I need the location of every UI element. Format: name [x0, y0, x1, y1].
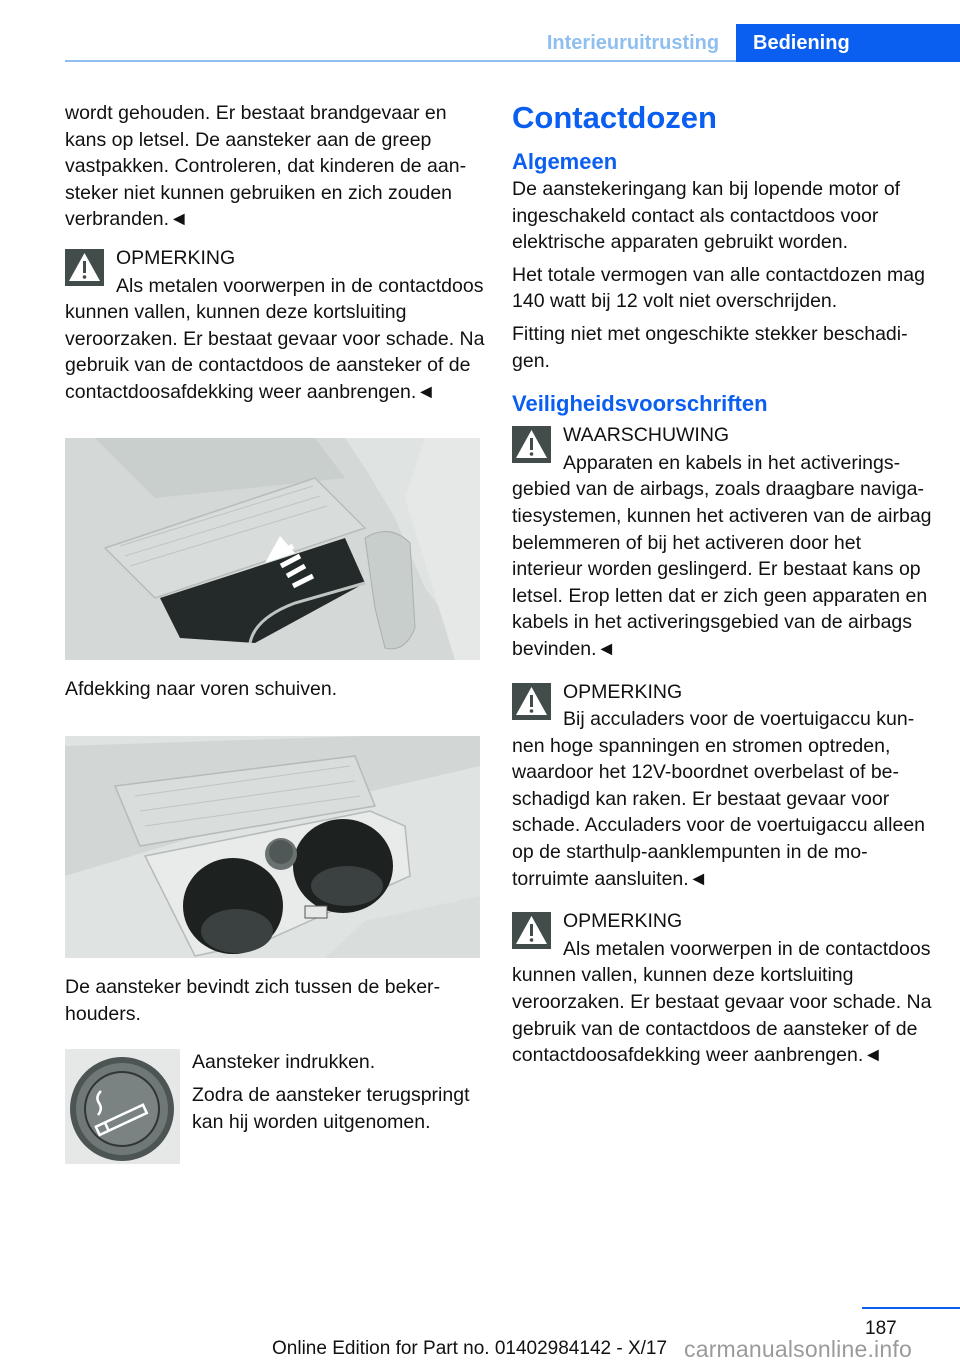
notice-title: OPMERKING [563, 910, 683, 933]
tab-interieuruitrusting[interactable]: Interieuruitrusting [546, 32, 720, 54]
notice-body: Apparaten en kabels in het activeringsgebied van de airbags, zoals draagbare navigatiesystemen, kunnen het activeren van de airbag belemmeren of bij het activeren door het interieur worden geslingerd. Er bestaat kans op letsel. Erop letten dat er zich geen apparaten en kabels in het activeringsgebied van de airbags bevinden.◄ [512, 451, 932, 660]
header-rule [65, 60, 736, 62]
page-number: 187 [865, 1318, 897, 1339]
cigarette-lighter-icon [65, 1049, 180, 1164]
intro-paragraph: wordt gehouden. Er bestaat brandgevaar en kans op letsel. De aansteker aan de greep vastpakken. Controleren, dat kinderen de aansteker niet kunnen gebruiken en zich zouden verbranden.◄ [65, 102, 467, 231]
notice-body: Als metalen voorwerpen in de contactdoos kunnen vallen, kunnen deze kortsluiting veroorzaken. Er bestaat gevaar voor schade. Na gebruik van de contactdoos de aansteker of de contactdoosafdekking weer aanbrengen.◄ [65, 274, 485, 403]
figure-caption: Afdekking naar voren schuiven. [65, 677, 338, 700]
warning-triangle-icon [512, 426, 551, 463]
warning-triangle-icon [512, 912, 551, 949]
paragraph: De aanstekeringang kan bij lopende motor of ingeschakeld contact als contactdoos voor elektrische apparaten gebruikt worden. [512, 178, 901, 254]
figure-sliding-cover [65, 438, 480, 660]
right-column [512, 100, 932, 1075]
figure-cupholders [65, 736, 480, 958]
paragraph: Fitting niet met ongeschikte stekker beschadigen. [512, 322, 908, 372]
notice-title: WAARSCHUWING [563, 424, 730, 447]
paragraph: Het totale vermogen van alle contactdozen mag 140 watt bij 12 volt niet overschrijden. [512, 263, 925, 313]
notice-opmerking-contactdoos [512, 908, 932, 1069]
step-line: Zodra de aansteker terugspringt kan hij worden uitgenomen. [192, 1083, 470, 1133]
section-heading-veiligheidsvoorschriften: Veiligheidsvoorschriften [512, 391, 768, 417]
notice-body: Als metalen voorwerpen in de contactdoos kunnen vallen, kunnen deze kortsluiting veroorzaken. Er bestaat gevaar voor schade. Na gebruik van de contactdoos de aansteker of de contactdoosafdekking weer aanbrengen.◄ [512, 937, 932, 1067]
figure-caption: De aansteker bevindt zich tussen de bekerhouders. [65, 976, 441, 1025]
section-heading-algemeen: Algemeen [512, 149, 618, 174]
edition-text: Online Edition for Part no. 01402984142 - X/17 [272, 1338, 668, 1359]
watermark[interactable]: carmanualsonline.info [684, 1336, 912, 1362]
lighter-step [65, 1049, 485, 1164]
notice-title: OPMERKING [563, 680, 683, 703]
warning-triangle-icon [512, 683, 551, 720]
notice-opmerking-acculaders [512, 679, 932, 893]
left-column [65, 100, 485, 1164]
footer-rule [862, 1307, 960, 1309]
step-line: Aansteker indrukken. [192, 1051, 376, 1074]
page-title: Contactdozen [512, 100, 717, 135]
notice-body: Bij acculaders voor de voertuigaccu kunnen hoge spanningen en stromen optreden, waardoor het 12V-boordnet overbelast of beschadigd kan raken. Er bestaat gevaar voor schade. Acculaders voor de voertuigaccu alleen op de starthulp-aanklempunten in de motorruimte aansluiten.◄ [512, 708, 926, 890]
notice-opmerking [65, 245, 485, 406]
warning-triangle-icon [65, 249, 104, 286]
notice-waarschuwing [512, 422, 932, 662]
tab-bediening[interactable]: Bediening [736, 24, 960, 62]
notice-title: OPMERKING [116, 246, 236, 269]
lighter-instructions [180, 1049, 485, 1164]
